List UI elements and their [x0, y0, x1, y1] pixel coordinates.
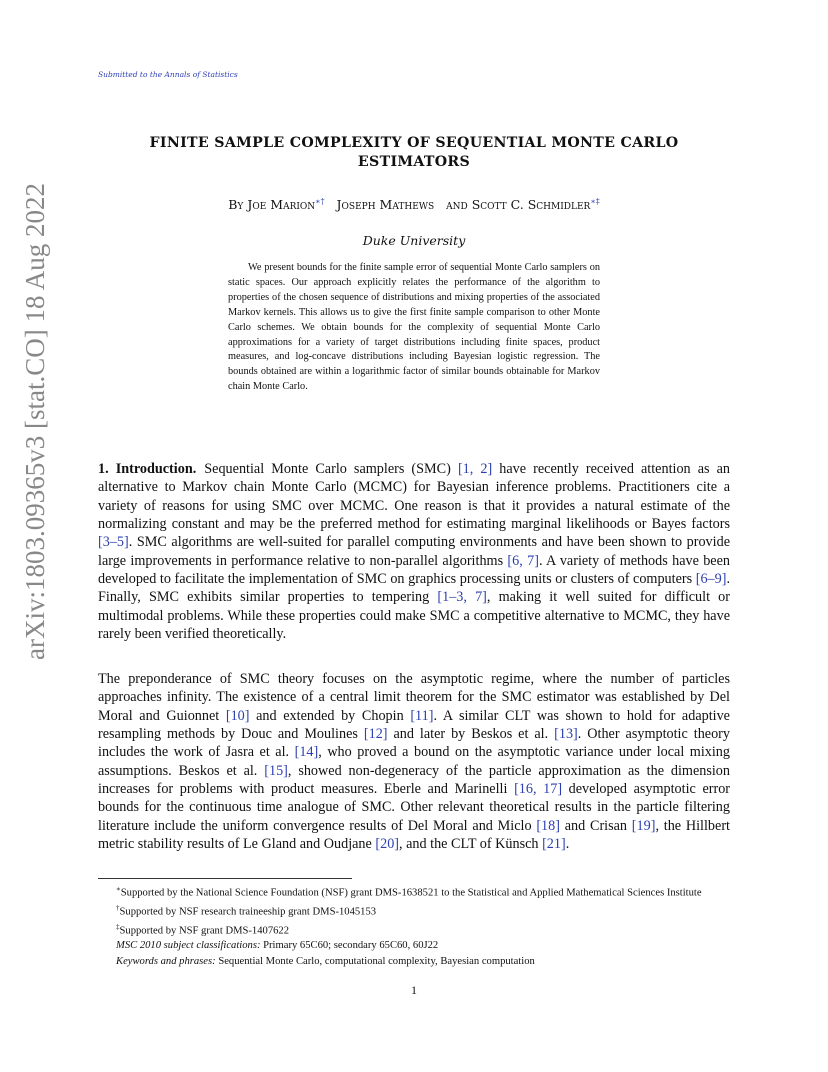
section-heading: 1. Introduction.	[98, 461, 197, 477]
citation-link[interactable]: [6, 7]	[507, 552, 539, 569]
intro-paragraph-2	[98, 670, 730, 853]
author-prefix: By	[228, 197, 244, 213]
citation-link[interactable]: [10]	[225, 707, 250, 724]
paper-title: FINITE SAMPLE COMPLEXITY OF SEQUENTIAL MONTE CARLO ESTIMATORS	[149, 135, 679, 170]
keywords	[98, 954, 730, 969]
citation-link[interactable]: [12]	[363, 726, 388, 743]
footnote-mark: †	[116, 903, 120, 912]
affiliation: Duke University	[362, 233, 466, 248]
citation-link[interactable]: [6–9]	[695, 571, 727, 588]
body-text: Sequential Monte Carlo samplers (SMC)	[204, 461, 458, 477]
body-text: and later by Beskos et al.	[387, 726, 555, 743]
citation-link[interactable]: [18]	[536, 817, 560, 834]
footnote-text: Supported by NSF research traineeship grant DMS-1045153	[119, 906, 377, 918]
citation-link[interactable]: [21]	[542, 836, 566, 853]
footnote-text: Supported by NSF grant DMS-1407622	[119, 925, 290, 937]
body-text: , who proved a bound on the asymptotic variance under local mixing assumptions. Beskos et al.	[98, 744, 730, 779]
author-footnote-marks[interactable]: ∗†	[315, 197, 325, 206]
author-conjunction: and	[446, 197, 468, 213]
citation-link[interactable]: [3–5]	[98, 534, 129, 551]
footnote-traineeship	[98, 901, 730, 920]
author-name: Joe Marion	[247, 197, 316, 213]
citation-link[interactable]: [1, 2]	[457, 461, 493, 477]
body-text: , the Hillbert metric stability results of Le Gland and Oudjane	[98, 817, 730, 853]
keywords-label: Keywords and phrases:	[116, 955, 216, 967]
body-text: and Crisan	[559, 817, 632, 834]
abstract: We present bounds for the finite sample error of sequential Monte Carlo samplers on static spaces. Our approach explicitly relates the performance of the algorithm to properties of the chosen sequence of distributions and mixing properties of the associated Markov kernels. This allows us to give the first finite sample comparison to other Monte Carlo schemes. We obtain bounds for the complexity of sequential Monte Carlo approximations for a variety of target distributions including finite spaces, product measures, and log-concave distributions including Bayesian logistic regression. The bounds obtained are within a logarithmic factor of similar bounds obtainable for Markov chain Monte Carlo.	[228, 262, 600, 393]
footnote-mark: ‡	[116, 922, 120, 931]
page-number: 1	[411, 983, 417, 997]
citation-link[interactable]: [14]	[294, 744, 319, 761]
author-name: Scott C. Schmidler	[471, 197, 591, 213]
citation-link[interactable]: [15]	[264, 762, 288, 779]
body-text: , showed non-degeneracy of the particle approximation as the dimension increases for problems with product measures. Eberle and Marinelli	[98, 762, 730, 798]
footnote-divider	[98, 878, 352, 879]
body-text: . A variety of methods have been developed to facilitate the implementation of SMC on graphics processing units or clusters of computers	[98, 552, 730, 588]
body-text: and extended by Chopin	[249, 707, 411, 724]
intro-paragraph-1	[98, 460, 730, 643]
footnote-nsf	[98, 882, 730, 901]
body-text: . SMC algorithms are well-suited for parallel computing environments and have been shown to provide large improvements in performance relative to non-parallel algorithms	[98, 534, 730, 569]
submitted-note[interactable]: Submitted to the Annals of Statistics	[98, 70, 238, 79]
keywords-value: Sequential Monte Carlo, computational complexity, Bayesian computation	[215, 955, 535, 967]
body-text: , making it well suited for difficult or multimodal problems. While these properties could make SMC a competitive alternative to MCMC, they have rarely been verified theoretically.	[98, 589, 730, 643]
body-text: , and the CLT of Künsch	[399, 836, 543, 853]
citation-link[interactable]: [11]	[410, 707, 434, 724]
body-text: .	[565, 836, 570, 853]
citation-link[interactable]: [13]	[554, 726, 578, 743]
citation-link[interactable]: [20]	[375, 836, 400, 853]
footnotes	[98, 882, 730, 969]
author-list	[98, 197, 730, 212]
msc-label: MSC 2010 subject classifications:	[116, 940, 261, 952]
body-text: have recently received attention as an alternative to Markov chain Monte Carlo (MCMC) for Bayesian inference problems. Practitioners cite a variety of reasons for using SMC over MCMC. One reason is that it provides a natural estimate of the normalizing constant and may be the preferred method for estimating marginal likelihoods or Bayes factors	[98, 461, 730, 533]
footnote-grant	[98, 920, 730, 939]
body-text: . A similar CLT was shown to hold for adaptive resampling methods by Douc and Moulines	[98, 707, 730, 743]
footnote-text: Supported by the National Science Foundation (NSF) grant DMS-1638521 to the Statistical and Applied Mathematical Sciences Institute	[120, 887, 702, 899]
body-text: developed asymptotic error bounds for the continuous time analogue of SMC. Other relevant theoretical results in the particle filtering literature include the uniform convergence results of Del Moral and Miclo	[98, 781, 731, 834]
citation-link[interactable]: [16, 17]	[514, 781, 563, 798]
author-name: Joseph Mathews	[336, 197, 435, 213]
body-text: . Finally, SMC exhibits similar properties to tempering	[98, 571, 730, 606]
author-footnote-marks[interactable]: ∗‡	[590, 197, 600, 206]
arxiv-identifier: arXiv:1803.09365v3 [stat.CO] 18 Aug 2022	[20, 183, 50, 660]
msc-classifications	[98, 938, 730, 953]
body-text: The preponderance of SMC theory focuses on the asymptotic regime, where the number of particles approaches infinity. The existence of a central limit theorem for the SMC estimator was established by Del Moral and Guionnet	[98, 671, 730, 724]
body-text: . Other asymptotic theory includes the work of Jasra et al.	[98, 726, 730, 761]
citation-link[interactable]: [1–3, 7]	[437, 589, 487, 606]
msc-value: Primary 65C60; secondary 65C60, 60J22	[260, 940, 439, 952]
footnote-mark: ∗	[116, 885, 121, 893]
citation-link[interactable]: [19]	[631, 817, 656, 834]
